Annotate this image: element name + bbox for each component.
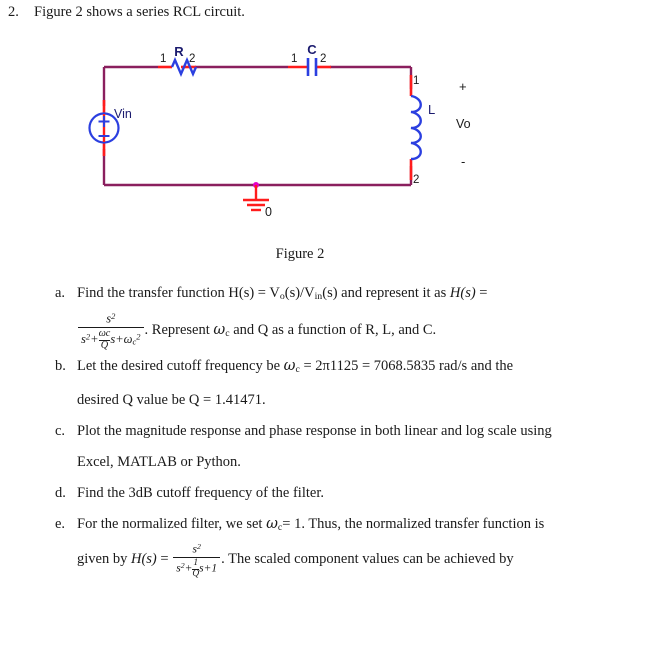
capacitor-pin2: 2 — [320, 53, 327, 65]
list-marker-d: d. — [55, 485, 66, 502]
output-minus-label: - — [461, 154, 466, 169]
item-b-line2: desired Q value be Q = 1.41471. — [77, 392, 266, 409]
capacitor-pin1: 1 — [291, 53, 298, 65]
resistor-label: R — [174, 44, 184, 59]
capacitor-symbol — [308, 58, 316, 76]
capacitor-label: C — [307, 44, 317, 57]
resistor-pin1: 1 — [160, 53, 167, 65]
fraction-numerator-e: $s^2$ — [192, 542, 201, 556]
item-e-line1: For the normalized filter, we set $\omega_c= 1$. Thus, the normalized transfer function is — [77, 516, 545, 534]
question-items-list — [0, 278, 660, 579]
omega-over-q-fraction: $\frac{\omega c}{Q}$ — [98, 328, 111, 351]
transfer-function-fraction-e — [173, 543, 220, 579]
list-item-e — [0, 509, 660, 579]
list-marker-a: a. — [55, 285, 66, 301]
transfer-function-fraction-a — [78, 312, 144, 351]
list-item-d — [0, 478, 660, 509]
list-item-b — [0, 351, 660, 416]
list-marker-b: b. — [55, 358, 66, 375]
inductor-pin2: 2 — [413, 174, 420, 186]
inductor-pin1: 1 — [413, 75, 420, 87]
circuit-diagram-figure — [0, 44, 660, 229]
resistor-pin2: 2 — [189, 53, 196, 65]
item-c-line1: Plot the magnitude response and phase response in both linear and log scale using — [77, 423, 552, 440]
list-item-b-body — [77, 351, 648, 416]
output-plus-label: + — [459, 79, 467, 94]
fraction-denominator-a: $s^2+$ $\frac{\omega c}{Q}$ $s+\omega_c^2$ — [78, 327, 144, 351]
list-marker-e: e. — [55, 516, 66, 533]
list-item-c — [0, 416, 660, 478]
fraction-numerator-a: $s^2$ — [106, 311, 116, 326]
item-b-line1: Let the desired cutoff frequency be $\omega_c = 2\pi 1125 = 7068.5835$ rad/s and the — [77, 358, 514, 376]
source-label-vin: Vin — [114, 107, 132, 121]
figure-caption: Figure 2 — [275, 246, 325, 262]
ground-label: 0 — [265, 205, 272, 219]
question-heading-text: Figure 2 shows a series RCL circuit. — [34, 4, 245, 20]
item-a-line1: Find the transfer function $H(s) = V_o(s)/V_{in}(s)$ and represent it as H(s) = — [77, 285, 488, 303]
inductor-label: L — [428, 102, 436, 117]
component-leads — [104, 67, 411, 180]
output-label-vo: Vo — [456, 117, 471, 131]
item-a-line2: $s^2$ $s^2+$ $\frac{\omega c}{Q}$ $s+\omega_c^2$ . Represent $\omega_c$ and Q as a function of R, L, and C. — [77, 312, 648, 351]
item-c-line2: Excel, MATLAB or Python. — [77, 454, 241, 471]
list-item-a — [0, 278, 660, 351]
list-item-d-body — [77, 478, 648, 509]
question-heading — [8, 2, 648, 22]
circuit-wires — [104, 67, 411, 185]
list-item-c-body — [77, 416, 648, 478]
inductor-symbol — [411, 96, 421, 159]
list-item-a-body — [77, 278, 648, 351]
fraction-denominator-e: $s^2+$ $\frac{1}{Q}$ s+1 — [173, 557, 220, 579]
one-over-q-fraction: $\frac{1}{Q}$ — [192, 558, 200, 579]
item-e-line2: given by H(s) = $s^2$ $s^2+$ $\frac{1}{Q}$ s+1 . The scaled component values can be achieved by — [77, 542, 514, 579]
item-d-line1: Find the 3dB cutoff frequency of the filter. — [77, 485, 324, 502]
question-number: 2. — [8, 4, 19, 20]
list-item-e-body — [77, 509, 648, 579]
list-marker-c: c. — [55, 423, 66, 440]
